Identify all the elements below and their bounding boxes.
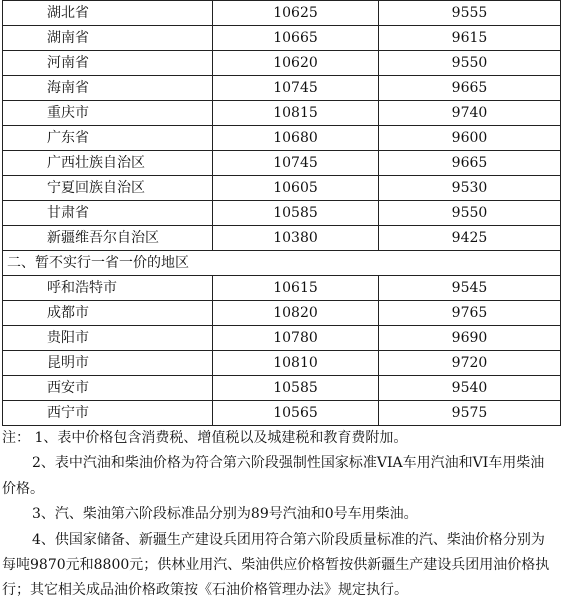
- diesel-price-cell: 9545: [379, 276, 561, 301]
- diesel-price-cell: 9555: [379, 1, 561, 26]
- gasoline-price-cell: 10780: [213, 326, 379, 351]
- fuel-price-table: [2, 0, 561, 426]
- gasoline-price-cell: 10585: [213, 201, 379, 226]
- table-row: [3, 126, 561, 151]
- note-4: 4、供国家储备、新疆生产建设兵团用符合第六阶段质量标准的汽、柴油价格分别为每吨9870元和8800元；供林业用汽、柴油供应价格暂按供新疆生产建设兵团用油价格执行；其它相关成品油价格政策按《石油价格管理办法》规定执行。: [2, 531, 550, 599]
- diesel-price-cell: 9600: [379, 126, 561, 151]
- notes-section: [2, 426, 558, 604]
- diesel-price-cell: 9690: [379, 326, 561, 351]
- table-row: [3, 1, 561, 26]
- gasoline-price-cell: 10615: [213, 276, 379, 301]
- table-row: [3, 51, 561, 76]
- region-cell: 西安市: [3, 376, 213, 401]
- gasoline-price-cell: 10380: [213, 226, 379, 251]
- section-heading: [3, 251, 561, 276]
- diesel-price-cell: 9665: [379, 151, 561, 176]
- region-cell: 广东省: [3, 126, 213, 151]
- gasoline-price-cell: 10745: [213, 76, 379, 101]
- table-row: [3, 351, 561, 376]
- region-cell: 西宁市: [3, 401, 213, 426]
- diesel-price-cell: 9550: [379, 51, 561, 76]
- gasoline-price-cell: 10625: [213, 1, 379, 26]
- diesel-price-cell: 9665: [379, 76, 561, 101]
- diesel-price-cell: 9615: [379, 26, 561, 51]
- gasoline-price-cell: 10565: [213, 401, 379, 426]
- diesel-price-cell: 9765: [379, 301, 561, 326]
- diesel-price-cell: 9530: [379, 176, 561, 201]
- region-cell: 昆明市: [3, 351, 213, 376]
- region-cell: 甘肃省: [3, 201, 213, 226]
- region-cell: 湖南省: [3, 26, 213, 51]
- gasoline-price-cell: 10605: [213, 176, 379, 201]
- table-row: [3, 226, 561, 251]
- gasoline-price-cell: 10820: [213, 301, 379, 326]
- diesel-price-cell: 9425: [379, 226, 561, 251]
- table-row: [3, 101, 561, 126]
- diesel-price-cell: 9550: [379, 201, 561, 226]
- section-heading-text: 二、暂不实行一省一价的地区: [7, 255, 189, 271]
- region-cell: 河南省: [3, 51, 213, 76]
- table-row: [3, 401, 561, 426]
- table-row: [3, 301, 561, 326]
- note-1: 注： 1、表中价格包含消费税、增值税以及城建税和教育费附加。: [2, 430, 408, 446]
- diesel-price-cell: 9720: [379, 351, 561, 376]
- region-cell: 广西壮族自治区: [3, 151, 213, 176]
- table-row: [3, 376, 561, 401]
- gasoline-price-cell: 10665: [213, 26, 379, 51]
- table-row: [3, 326, 561, 351]
- region-cell: 新疆维吾尔自治区: [3, 226, 213, 251]
- gasoline-price-cell: 10620: [213, 51, 379, 76]
- region-cell: 贵阳市: [3, 326, 213, 351]
- table-row: [3, 201, 561, 226]
- table-row: [3, 151, 561, 176]
- region-cell: 成都市: [3, 301, 213, 326]
- gasoline-price-cell: 10745: [213, 151, 379, 176]
- region-cell: 海南省: [3, 76, 213, 101]
- table-row: [3, 276, 561, 301]
- gasoline-price-cell: 10680: [213, 126, 379, 151]
- region-cell: 宁夏回族自治区: [3, 176, 213, 201]
- diesel-price-cell: 9540: [379, 376, 561, 401]
- diesel-price-cell: 9575: [379, 401, 561, 426]
- region-cell: 呼和浩特市: [3, 276, 213, 301]
- gasoline-price-cell: 10815: [213, 101, 379, 126]
- gasoline-price-cell: 10585: [213, 376, 379, 401]
- region-cell: 湖北省: [3, 1, 213, 26]
- table-row: [3, 176, 561, 201]
- region-cell: 重庆市: [3, 101, 213, 126]
- section-heading-row: [3, 251, 561, 276]
- diesel-price-cell: 9740: [379, 101, 561, 126]
- gasoline-price-cell: 10810: [213, 351, 379, 376]
- table-row: [3, 26, 561, 51]
- table-row: [3, 76, 561, 101]
- note-3: 3、汽、柴油第六阶段标准品分别为89号汽油和0号车用柴油。: [32, 506, 418, 523]
- note-2: 2、表中汽油和柴油价格为符合第六阶段强制性国家标准VIA车用汽油和VI车用柴油价格。: [2, 455, 545, 497]
